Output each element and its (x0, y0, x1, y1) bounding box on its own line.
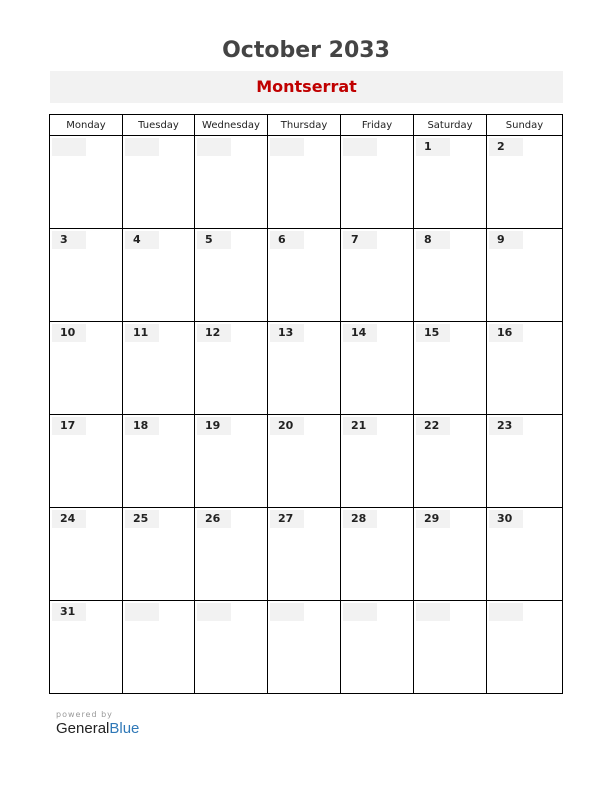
footer-branding (56, 710, 139, 737)
day-number (125, 138, 159, 156)
week-row (50, 322, 563, 415)
weekday-header: Thursday (268, 115, 341, 136)
day-cell (487, 136, 563, 229)
day-cell (195, 229, 268, 322)
day-cell (414, 601, 487, 694)
weekday-header: Saturday (414, 115, 487, 136)
day-number: 15 (416, 324, 450, 342)
day-number: 13 (270, 324, 304, 342)
day-cell (487, 415, 563, 508)
day-number: 31 (52, 603, 86, 621)
day-number (270, 138, 304, 156)
day-cell (123, 415, 195, 508)
day-cell (414, 415, 487, 508)
day-cell (123, 229, 195, 322)
day-number: 17 (52, 417, 86, 435)
brand-general: General (56, 720, 110, 737)
day-number: 12 (197, 324, 231, 342)
day-number: 21 (343, 417, 377, 435)
day-cell (195, 415, 268, 508)
day-number: 7 (343, 231, 377, 249)
day-number: 8 (416, 231, 450, 249)
day-number: 19 (197, 417, 231, 435)
day-cell (341, 415, 414, 508)
day-cell (123, 136, 195, 229)
day-number (125, 603, 159, 621)
day-number: 14 (343, 324, 377, 342)
day-cell (268, 322, 341, 415)
day-cell (195, 508, 268, 601)
day-number (343, 138, 377, 156)
day-cell (195, 322, 268, 415)
weekday-header: Sunday (487, 115, 563, 136)
day-number: 18 (125, 417, 159, 435)
day-number (197, 138, 231, 156)
week-row (50, 508, 563, 601)
brand-blue: Blue (109, 720, 140, 737)
day-number: 5 (197, 231, 231, 249)
day-cell (123, 601, 195, 694)
day-cell (50, 508, 123, 601)
day-cell (195, 136, 268, 229)
region-banner (50, 71, 563, 103)
week-row (50, 601, 563, 694)
day-cell (123, 508, 195, 601)
day-cell (341, 322, 414, 415)
day-number (197, 603, 231, 621)
weekday-header: Monday (50, 115, 123, 136)
calendar-title: October 2033 (222, 38, 390, 63)
day-number: 27 (270, 510, 304, 528)
day-number: 1 (416, 138, 450, 156)
day-cell (123, 322, 195, 415)
day-number: 16 (489, 324, 523, 342)
day-number (52, 138, 86, 156)
weekday-header: Wednesday (195, 115, 268, 136)
day-cell (268, 136, 341, 229)
day-cell (50, 229, 123, 322)
week-row (50, 229, 563, 322)
day-number: 11 (125, 324, 159, 342)
week-row (50, 136, 563, 229)
day-cell (50, 601, 123, 694)
day-cell (50, 415, 123, 508)
day-number: 6 (270, 231, 304, 249)
day-number: 23 (489, 417, 523, 435)
region-name: Montserrat (256, 77, 357, 96)
day-number: 28 (343, 510, 377, 528)
day-cell (414, 136, 487, 229)
day-cell (487, 322, 563, 415)
day-cell (341, 508, 414, 601)
day-number (416, 603, 450, 621)
day-number (343, 603, 377, 621)
day-cell (268, 601, 341, 694)
day-cell (414, 229, 487, 322)
weekday-header-row (50, 115, 563, 136)
day-cell (268, 508, 341, 601)
day-cell (195, 601, 268, 694)
weekday-header: Tuesday (123, 115, 195, 136)
day-number (489, 603, 523, 621)
day-cell (341, 136, 414, 229)
day-cell (50, 136, 123, 229)
day-cell (341, 229, 414, 322)
day-cell (414, 508, 487, 601)
day-cell (487, 229, 563, 322)
day-cell (50, 322, 123, 415)
day-number: 24 (52, 510, 86, 528)
day-number: 29 (416, 510, 450, 528)
day-number: 9 (489, 231, 523, 249)
day-number: 3 (52, 231, 86, 249)
day-number: 25 (125, 510, 159, 528)
weekday-header: Friday (341, 115, 414, 136)
day-number: 2 (489, 138, 523, 156)
powered-by-text: powered by (56, 710, 113, 719)
week-row (50, 415, 563, 508)
day-number: 22 (416, 417, 450, 435)
brand-logo (56, 720, 139, 737)
day-number: 26 (197, 510, 231, 528)
day-cell (414, 322, 487, 415)
day-number: 10 (52, 324, 86, 342)
day-cell (341, 601, 414, 694)
day-cell (487, 508, 563, 601)
day-number (270, 603, 304, 621)
day-number: 4 (125, 231, 159, 249)
day-cell (268, 229, 341, 322)
day-number: 20 (270, 417, 304, 435)
day-cell (268, 415, 341, 508)
calendar-grid (49, 114, 563, 694)
day-number: 30 (489, 510, 523, 528)
day-cell (487, 601, 563, 694)
